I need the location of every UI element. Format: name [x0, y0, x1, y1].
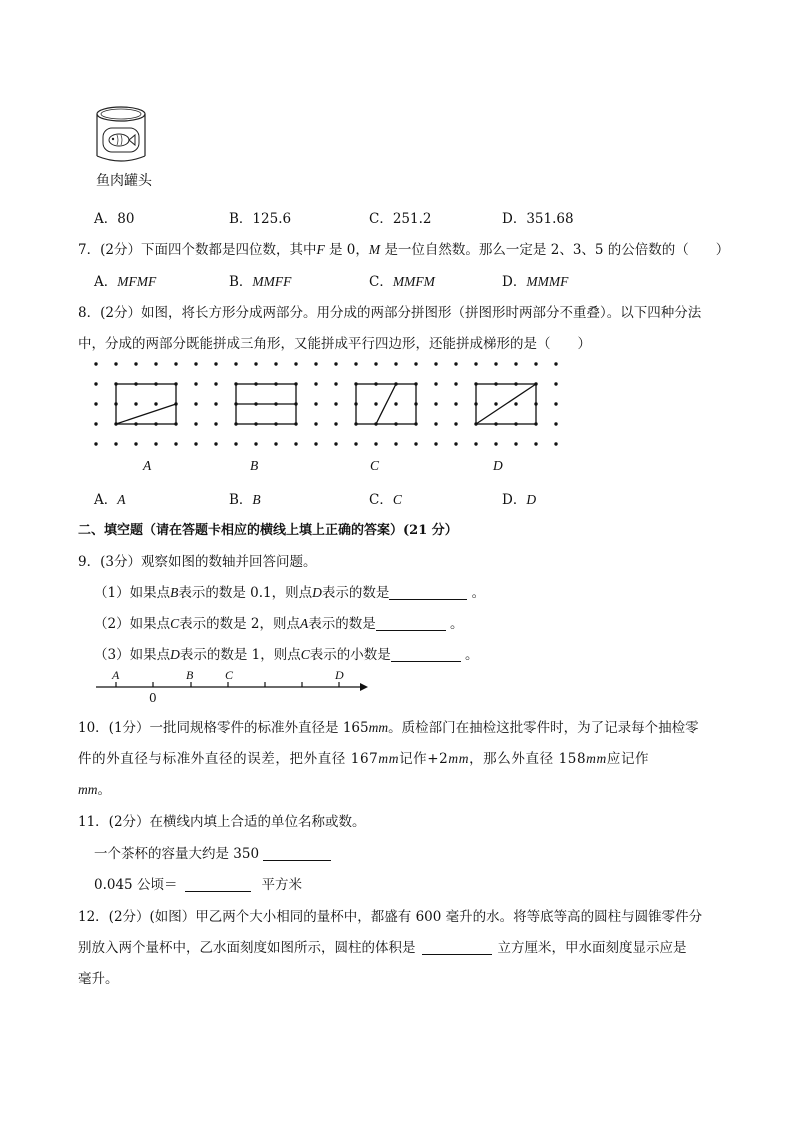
q7-option-c-value: MMFM [392, 274, 435, 289]
grid-dot [94, 442, 97, 445]
q9-part3-text-e: 表示的小数是 [309, 647, 391, 663]
grid-dot [194, 382, 197, 385]
grid-dot [274, 362, 277, 365]
q11-line1 [94, 842, 331, 862]
q10-line3 [78, 778, 111, 798]
q7-option-d[interactable] [502, 270, 568, 290]
grid-dot [154, 442, 157, 445]
grid-dot [94, 422, 97, 425]
grid-dot [294, 442, 297, 445]
q11-number-blank[interactable] [185, 877, 251, 892]
grid-dot [374, 402, 377, 405]
q7-option-b[interactable] [229, 270, 291, 290]
q9-part2-point-c: C [170, 616, 180, 631]
q10-line2-text-a: 件的外直径与标准外直径的误差，把外直径 167 [78, 751, 379, 767]
q7-option-d-value: MMMF [526, 274, 569, 289]
grid-dot [354, 442, 357, 445]
q11-line2-text-b: 平方米 [261, 877, 302, 893]
q8-fig-label-d: D [493, 458, 503, 473]
q7-mid: 是 0， [329, 242, 369, 258]
grid-dot [274, 442, 277, 445]
q11-line2-text-a: 0.045 公顷＝ [94, 877, 178, 893]
grid-dot [194, 422, 197, 425]
grid-dot [434, 422, 437, 425]
grid-dot [554, 402, 557, 405]
grid-dot [294, 362, 297, 365]
q9-part3-point-d: D [170, 647, 180, 662]
q8-fig-label-a: A [143, 458, 152, 473]
grid-dot [174, 362, 177, 365]
grid-dot [534, 442, 537, 445]
q8-option-d[interactable] [502, 488, 536, 508]
q10-line1 [78, 716, 699, 736]
q12-cylinder-volume-blank[interactable] [422, 940, 492, 955]
q9-part1-period: 。 [471, 585, 486, 601]
q9-question: 9．(3分）观察如图的数轴并回答问题。 [78, 554, 317, 570]
q7-option-a-value: MFMF [117, 274, 157, 289]
grid-dot [174, 442, 177, 445]
grid-dot [334, 442, 337, 445]
grid-dot [534, 362, 537, 365]
number-line-label-d: D [335, 668, 344, 682]
q8-option-b[interactable] [229, 488, 261, 508]
q12-line2-text-a: 别放入两个量杯中，乙水面刻度如图所示，圆柱的体积是 [78, 940, 416, 956]
q8-option-d-letter: D． [502, 492, 527, 508]
grid-dot [454, 362, 457, 365]
q10-line2-text-b: 记作+2 [399, 751, 449, 767]
q10-line1-text-a: 10．(1分）一批同规格零件的标准外直径是 165 [78, 720, 369, 736]
grid-dot [374, 442, 377, 445]
q8-question-line1: 8．(2分）如图，将长方形分成两部分。用分成的两部分拼图形（拼图形时两部分不重叠）。以下四种分法 [78, 305, 702, 321]
grid-dot [194, 442, 197, 445]
q10-unit-2: mm [378, 751, 400, 766]
grid-dot [494, 442, 497, 445]
grid-dot [94, 362, 97, 365]
q11-line2 [94, 873, 302, 893]
q7-option-d-letter: D． [502, 274, 527, 290]
grid-dot [514, 362, 517, 365]
q9-part1-text-c: 表示的数是 0.1，则点 [178, 585, 313, 601]
q10-line3-text: 。 [97, 782, 111, 798]
q7-option-c[interactable] [369, 270, 435, 290]
grid-dot [494, 362, 497, 365]
q9-part1 [94, 581, 485, 601]
grid-dot [554, 422, 557, 425]
section-heading-fill-in: 二、填空题（请在答题卡相应的横线上填上正确的答案）(21 分） [78, 523, 458, 538]
grid-dot [434, 402, 437, 405]
grid-dot [234, 442, 237, 445]
grid-dot [94, 382, 97, 385]
grid-dot [314, 402, 317, 405]
grid-dot [514, 442, 517, 445]
number-line-zero: 0 [149, 691, 157, 705]
grid-dot [434, 382, 437, 385]
q12-line1: 12．(2分）(如图）甲乙两个大小相同的量杯中，都盛有 600 毫升的水。将等底等高的圆柱与圆锥零件分 [78, 909, 703, 925]
q8-fig-label-b: B [250, 458, 259, 473]
q11-question: 11．(2分）在横线内填上合适的单位名称或数。 [78, 814, 366, 830]
q9-part2-text-e: 表示的数是 [308, 616, 376, 632]
grid-dot [394, 402, 397, 405]
grid-dot [254, 442, 257, 445]
q9-part1-text-a: （1）如果点 [94, 585, 171, 601]
grid-dot [454, 442, 457, 445]
grid-dot [114, 442, 117, 445]
q6-option-b[interactable]: B．125.6 [229, 211, 292, 227]
q8-question-line2: 中，分成的两部分既能拼成三角形，又能拼成平行四边形，还能拼成梯形的是（ ） [78, 336, 591, 352]
grid-dot [214, 402, 217, 405]
q9-part1-text-e: 表示的数是 [321, 585, 390, 601]
q7-m-var: M [368, 242, 381, 257]
q10-unit-5: mm [78, 782, 98, 797]
grid-dot [414, 362, 417, 365]
grid-dot [154, 402, 157, 405]
grid-dot [394, 442, 397, 445]
q10-unit-4: mm [586, 751, 607, 766]
q8-option-c-value: C [392, 492, 402, 507]
q9-part2-text-c: 表示的数是 2，则点 [179, 616, 300, 632]
grid-dot [214, 382, 217, 385]
q6-option-c[interactable]: C．251.2 [369, 211, 432, 227]
q12-line2-text-b: 立方厘米，甲水面刻度显示应是 [497, 940, 687, 956]
grid-dot [214, 422, 217, 425]
grid-dot [334, 422, 337, 425]
q7-option-a-letter: A． [94, 274, 118, 290]
q9-part3 [94, 643, 479, 663]
q7-rest: 是一位自然数。那么一定是 2、3、5 的公倍数的（ ） [384, 242, 730, 258]
q9-part2-text-a: （2）如果点 [94, 616, 171, 632]
number-line-label-a: A [112, 668, 120, 682]
q11-unit-blank[interactable] [263, 846, 331, 861]
number-line-label-c: C [225, 668, 234, 682]
q8-option-b-value: B [252, 492, 261, 507]
grid-dot [334, 402, 337, 405]
q6-option-a[interactable]: A．80 [94, 211, 135, 227]
grid-dot [514, 402, 517, 405]
grid-dot [154, 362, 157, 365]
q9-part1-point-b: B [170, 585, 179, 600]
q8-option-a[interactable] [94, 488, 126, 508]
grid-dot [194, 362, 197, 365]
grid-dot [214, 362, 217, 365]
grid-dot [554, 362, 557, 365]
q9-part3-period: 。 [465, 647, 479, 663]
q12-line3: 毫升。 [78, 971, 119, 987]
q9-part2-period: 。 [450, 616, 464, 632]
q8-option-d-value: D [526, 492, 537, 507]
grid-dot [234, 362, 237, 365]
grid-dot [554, 442, 557, 445]
q7-option-c-letter: C． [369, 274, 393, 290]
grid-dot [554, 382, 557, 385]
grid-dot [474, 442, 477, 445]
grid-dot [434, 362, 437, 365]
grid-dot [314, 382, 317, 385]
grid-dot [314, 442, 317, 445]
grid-dot [334, 382, 337, 385]
grid-dot [394, 362, 397, 365]
q10-line2 [78, 747, 649, 767]
grid-dot [214, 442, 217, 445]
q9-part2 [94, 612, 464, 632]
q9-part3-text-a: （3）如果点 [94, 647, 171, 663]
q8-dot-grid-figure [88, 358, 568, 453]
grid-dot [254, 362, 257, 365]
q10-unit-3: mm [448, 751, 470, 766]
q12-line2 [78, 936, 687, 956]
q9-part1-answer-blank[interactable] [389, 585, 467, 600]
grid-dot [354, 362, 357, 365]
grid-dot [334, 362, 337, 365]
grid-dot [134, 402, 137, 405]
q7-option-b-letter: B． [229, 274, 253, 290]
grid-dot [314, 362, 317, 365]
q10-line2-text-d: 应记作 [606, 751, 650, 767]
q7-question [78, 238, 729, 258]
q10-line2-text-c: ，那么外直径 158 [469, 751, 587, 767]
q8-option-c-letter: C． [369, 492, 393, 508]
q9-part3-text-c: 表示的数是 1，则点 [179, 647, 301, 663]
q9-part2-point-a: A [300, 616, 309, 631]
grid-dot [114, 362, 117, 365]
can-label: 鱼肉罐头 [96, 173, 152, 189]
grid-dot [454, 382, 457, 385]
grid-dot [134, 442, 137, 445]
grid-dot [434, 442, 437, 445]
q7-option-b-value: MMFF [252, 274, 292, 289]
q8-option-a-letter: A． [94, 492, 118, 508]
q9-part1-point-d: D [312, 585, 322, 600]
q10-line1-text-b: 。质检部门在抽检这批零件时，为了记录每个抽检零 [388, 720, 699, 736]
fish-can-illustration [94, 104, 154, 168]
q6-option-d[interactable]: D．351.68 [502, 211, 574, 227]
q8-fig-label-c: C [370, 458, 380, 473]
q8-option-c[interactable] [369, 488, 402, 508]
grid-dot [454, 422, 457, 425]
grid-dot [94, 402, 97, 405]
grid-dot [474, 362, 477, 365]
grid-dot [374, 362, 377, 365]
q10-unit-1: mm [368, 720, 389, 735]
q9-part3-point-c: C [300, 647, 310, 662]
q11-line1-text: 一个茶杯的容量大约是 350 [94, 846, 260, 862]
grid-dot [194, 402, 197, 405]
q8-option-b-letter: B． [229, 492, 253, 508]
grid-dot [134, 362, 137, 365]
grid-dot [414, 442, 417, 445]
q8-option-a-value: A [117, 492, 126, 507]
q9-part3-answer-blank[interactable] [391, 647, 461, 662]
grid-dot [314, 422, 317, 425]
q7-option-a[interactable] [94, 270, 156, 290]
number-line-label-b: B [186, 668, 194, 682]
q7-prefix: 7．(2分）下面四个数都是四位数，其中 [78, 242, 317, 258]
q9-part2-answer-blank[interactable] [376, 616, 446, 631]
grid-dot [454, 402, 457, 405]
grid-dot [494, 402, 497, 405]
q7-f-var: F [316, 242, 325, 257]
